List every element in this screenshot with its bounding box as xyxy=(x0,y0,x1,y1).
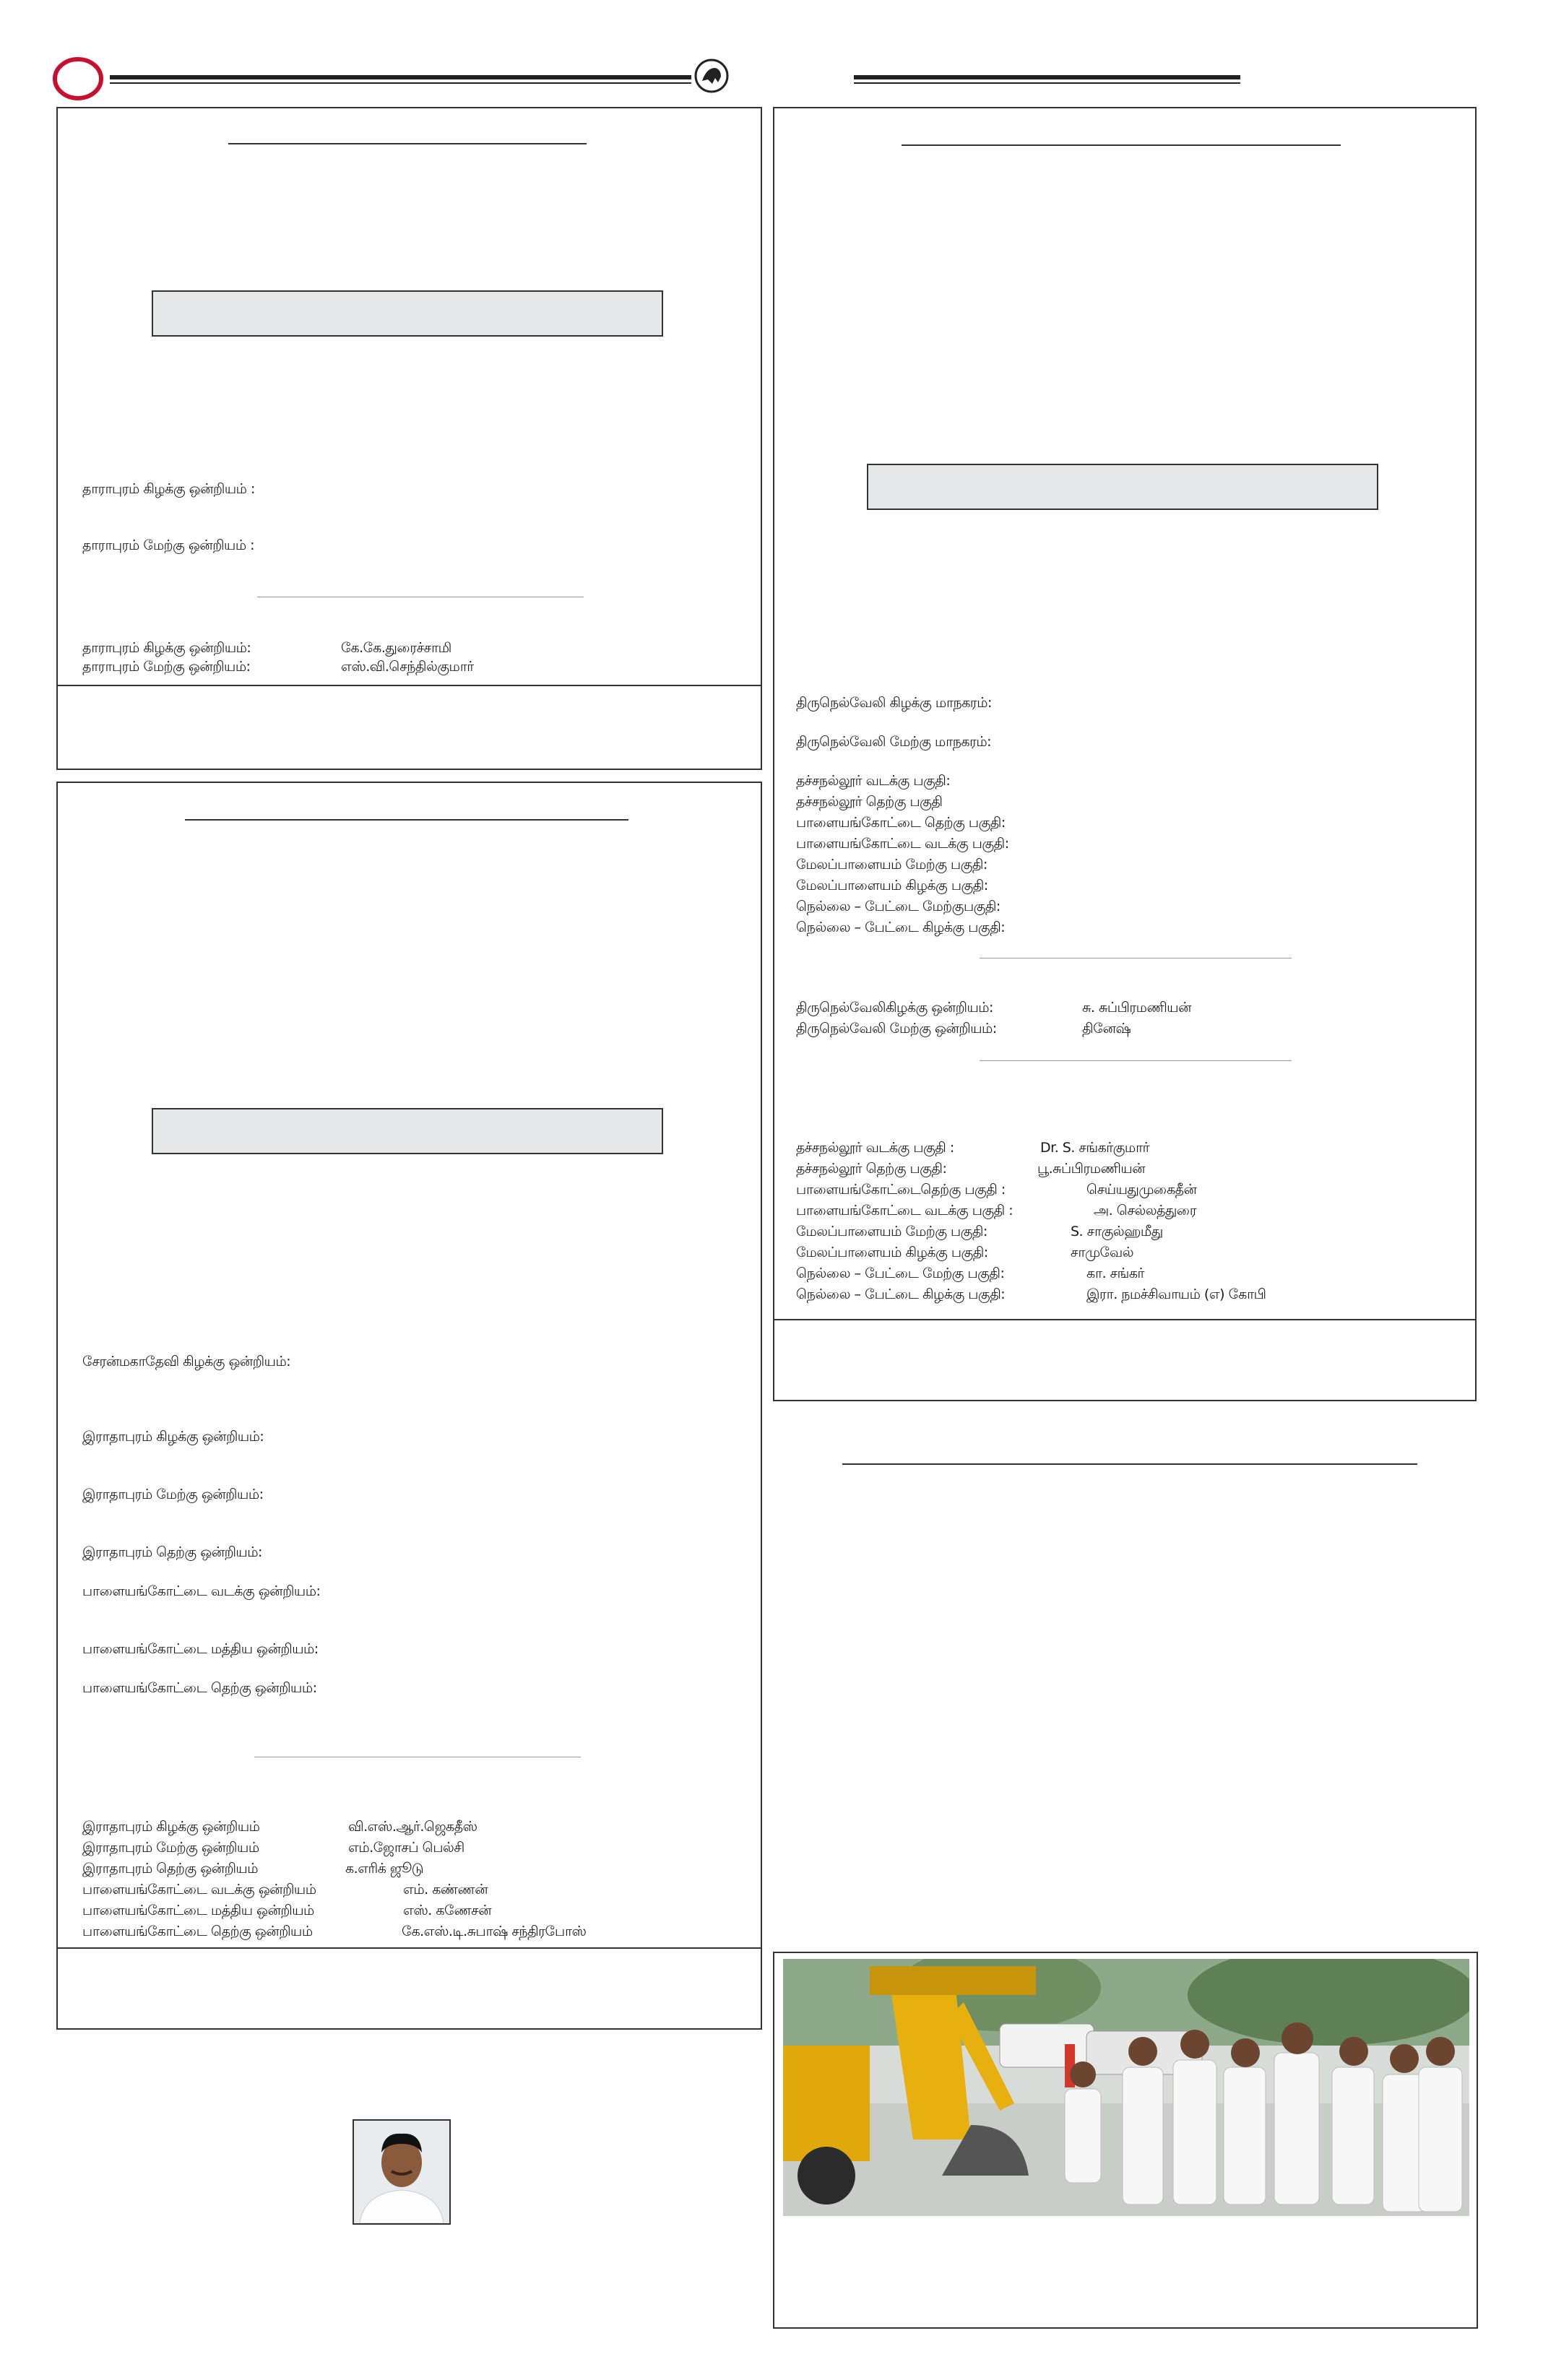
page-logo-circle-icon xyxy=(52,56,104,101)
box-footer-rule xyxy=(58,685,761,686)
assignment-area: பாளையங்கோட்டைதெற்கு பகுதி : xyxy=(796,1182,1006,1198)
assignment-name: இரா. நமச்சிவாயம் (எ) கோபி xyxy=(1086,1286,1266,1302)
area-label: தாராபுரம் மேற்கு ஒன்றியம் : xyxy=(82,537,255,553)
leader-portrait xyxy=(353,2119,451,2225)
area-label: நெல்லை – பேட்டை மேற்குபகுதி: xyxy=(796,899,1000,914)
announcement-box-radhapuram xyxy=(56,782,762,2030)
area-label: மேலப்பாளையம் கிழக்கு பகுதி: xyxy=(796,878,988,893)
area-label: இராதாபுரம் தெற்கு ஒன்றியம்: xyxy=(82,1544,262,1560)
assignment-name: க.எரிக் ஜூடு xyxy=(345,1861,424,1877)
highlight-bar xyxy=(152,290,663,337)
masthead-rule-left xyxy=(110,75,691,79)
assignment-name: எம்.ஜோசப் பெல்சி xyxy=(348,1840,464,1856)
area-label: சேரன்மகாதேவி கிழக்கு ஒன்றியம்: xyxy=(82,1354,291,1369)
area-label: மேலப்பாளையம் மேற்கு பகுதி: xyxy=(796,857,987,873)
assignment-area: பாளையங்கோட்டை தெற்கு ஒன்றியம் xyxy=(82,1924,313,1939)
assignment-name: Dr. S. சங்கர்குமார் xyxy=(1040,1140,1150,1156)
assignment-name: எம். கண்ணன் xyxy=(403,1882,488,1897)
section-divider xyxy=(980,958,1292,959)
assignment-area: இராதாபுரம் மேற்கு ஒன்றியம் xyxy=(82,1840,259,1856)
assignment-area: பாளையங்கோட்டை மத்திய ஒன்றியம் xyxy=(82,1903,314,1918)
assignment-area: தச்சநல்லூர் தெற்கு பகுதி: xyxy=(796,1161,947,1177)
area-label: இராதாபுரம் மேற்கு ஒன்றியம்: xyxy=(82,1487,264,1502)
assignment-name: S. சாகுல்ஹமீது xyxy=(1071,1224,1163,1239)
area-label: தச்சநல்லூர் தெற்கு பகுதி xyxy=(796,794,943,810)
assignment-name: கே.கே.துரைச்சாமி xyxy=(341,640,451,656)
area-label: தச்சநல்லூர் வடக்கு பகுதி: xyxy=(796,773,951,789)
news-photo xyxy=(783,1959,1469,2216)
box-title-rule xyxy=(185,819,628,821)
assignment-name: சாமுவேல் xyxy=(1071,1245,1133,1260)
highlight-bar xyxy=(867,464,1378,510)
assignment-area: பாளையங்கோட்டை வடக்கு பகுதி : xyxy=(796,1203,1013,1219)
area-label: இராதாபுரம் கிழக்கு ஒன்றியம்: xyxy=(82,1429,264,1445)
box-footer-rule xyxy=(58,1947,761,1949)
assignment-area: மேலப்பாளையம் கிழக்கு பகுதி: xyxy=(796,1245,988,1260)
assignment-name: எஸ். கணேசன் xyxy=(403,1903,492,1918)
assignment-name: அ. செல்லத்துரை xyxy=(1094,1203,1197,1219)
announcement-box-tirunelveli xyxy=(773,107,1477,1401)
assignment-area: தாராபுரம் மேற்கு ஒன்றியம்: xyxy=(82,659,251,675)
article-title-rule xyxy=(842,1463,1417,1465)
assignment-area: மேலப்பாளையம் மேற்கு பகுதி: xyxy=(796,1224,987,1239)
box-title-rule xyxy=(228,143,587,144)
assignment-area: பாளையங்கோட்டை வடக்கு ஒன்றியம் xyxy=(82,1882,316,1897)
party-symbol-icon xyxy=(693,58,730,94)
news-photo-image xyxy=(783,1959,1469,2216)
masthead-rule-right-thin xyxy=(854,82,1240,84)
area-label: பாளையங்கோட்டை தெற்கு பகுதி: xyxy=(796,815,1006,831)
assignment-name: கா. சங்கர் xyxy=(1086,1265,1144,1281)
area-label: தாராபுரம் கிழக்கு ஒன்றியம் : xyxy=(82,481,255,497)
assignment-name: தினேஷ் xyxy=(1082,1021,1131,1037)
assignment-area: நெல்லை – பேட்டை கிழக்கு பகுதி: xyxy=(796,1286,1006,1302)
area-label: நெல்லை – பேட்டை கிழக்கு பகுதி: xyxy=(796,919,1006,935)
area-label: பாளையங்கோட்டை தெற்கு ஒன்றியம்: xyxy=(82,1680,317,1696)
area-label: பாளையங்கோட்டை மத்திய ஒன்றியம்: xyxy=(82,1641,319,1657)
assignment-name: பூ.சுப்பிரமணியன் xyxy=(1037,1161,1146,1177)
photo-news-box xyxy=(773,1952,1478,2329)
area-label: பாளையங்கோட்டை வடக்கு பகுதி: xyxy=(796,836,1009,852)
box-title-rule xyxy=(902,144,1341,146)
section-divider xyxy=(980,1060,1292,1061)
assignment-name: கே.எஸ்.டி.சுபாஷ் சந்திரபோஸ் xyxy=(402,1924,587,1939)
area-label: திருநெல்வேலி மேற்கு மாநகரம்: xyxy=(796,734,992,750)
masthead xyxy=(0,0,1543,108)
area-label: பாளையங்கோட்டை வடக்கு ஒன்றியம்: xyxy=(82,1583,321,1599)
assignment-area: இராதாபுரம் தெற்கு ஒன்றியம் xyxy=(82,1861,258,1877)
assignment-name: எஸ்.வி.செந்தில்குமார் xyxy=(341,659,474,675)
assignment-area: தச்சநல்லூர் வடக்கு பகுதி : xyxy=(796,1140,954,1156)
highlight-bar xyxy=(152,1108,663,1154)
assignment-name: சு. சுப்பிரமணியன் xyxy=(1082,1000,1191,1016)
masthead-rule-right xyxy=(854,75,1240,79)
box-footer-rule xyxy=(774,1319,1475,1320)
assignment-area: தாராபுரம் கிழக்கு ஒன்றியம்: xyxy=(82,640,251,656)
assignment-area: நெல்லை – பேட்டை மேற்கு பகுதி: xyxy=(796,1265,1005,1281)
announcement-box-tharapuram xyxy=(56,107,762,770)
area-label: திருநெல்வேலி கிழக்கு மாநகரம்: xyxy=(796,695,992,711)
masthead-rule-left-thin xyxy=(110,82,691,84)
portrait-image xyxy=(354,2121,449,2223)
assignment-area: இராதாபுரம் கிழக்கு ஒன்றியம் xyxy=(82,1819,260,1835)
assignment-name: வி.எஸ்.ஆர்.ஜெகதீஸ் xyxy=(348,1819,477,1835)
assignment-area: திருநெல்வேலி மேற்கு ஒன்றியம்: xyxy=(796,1021,997,1037)
assignment-area: திருநெல்வேலிகிழக்கு ஒன்றியம்: xyxy=(796,1000,993,1016)
assignment-name: செய்யதுமுகைதீன் xyxy=(1086,1182,1197,1198)
